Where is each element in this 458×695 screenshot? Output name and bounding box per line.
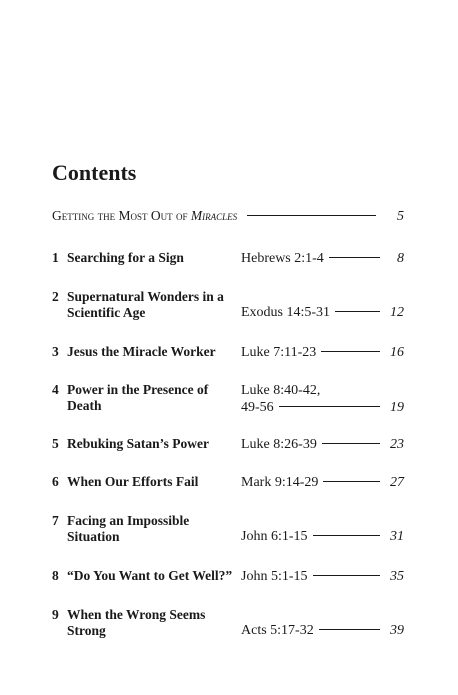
scripture-text: Hebrews 2:1-4 xyxy=(241,251,324,266)
scripture-text-line-1: Luke 8:40-42, xyxy=(241,383,321,398)
chapter-title: Jesus the Miracle Worker xyxy=(67,344,216,359)
dot-leader xyxy=(321,351,380,352)
scripture-reference xyxy=(241,344,404,361)
dot-leader xyxy=(329,257,380,258)
chapter-heading xyxy=(52,474,238,490)
scripture-text: Luke 8:26-39 xyxy=(241,437,317,452)
scripture-text: 49-56 xyxy=(241,400,274,415)
page-number: 8 xyxy=(397,251,404,266)
chapter-heading xyxy=(52,513,238,545)
chapter-title: Supernatural Wonders in a Scientific Age xyxy=(67,289,224,320)
dot-leader xyxy=(247,215,376,216)
page-number: 27 xyxy=(390,475,404,490)
dot-leader xyxy=(319,629,380,630)
chapter-title: Facing an Impossible Situation xyxy=(67,513,190,544)
chapter-number: 9 xyxy=(52,607,59,622)
chapter-heading xyxy=(52,607,238,639)
chapter-number: 2 xyxy=(52,289,59,304)
scripture-reference xyxy=(241,528,404,545)
chapter-number: 4 xyxy=(52,382,59,397)
chapter-heading xyxy=(52,289,238,321)
chapter-number: 5 xyxy=(52,436,59,451)
chapter-title: When Our Efforts Fail xyxy=(67,474,199,489)
chapter-title: Rebuking Satan’s Power xyxy=(67,436,210,451)
page-number: 5 xyxy=(397,209,404,224)
chapter-number: 1 xyxy=(52,250,59,265)
scripture-reference xyxy=(241,382,404,416)
chapter-number: 7 xyxy=(52,513,59,528)
chapter-number: 8 xyxy=(52,568,59,583)
page-number: 23 xyxy=(390,437,404,452)
scripture-reference xyxy=(241,436,404,453)
page-title: Contents xyxy=(52,160,137,185)
scripture-reference xyxy=(241,304,404,321)
page-number: 39 xyxy=(390,623,404,638)
dot-leader xyxy=(279,406,380,407)
scripture-text: John 5:1-15 xyxy=(241,569,308,584)
chapter-heading xyxy=(52,436,238,452)
scripture-reference xyxy=(241,622,404,639)
page-number: 35 xyxy=(390,569,404,584)
scripture-text: Luke 7:11-23 xyxy=(241,345,317,360)
chapter-heading xyxy=(52,382,238,414)
scripture-reference xyxy=(241,474,404,491)
dot-leader xyxy=(313,535,381,536)
chapter-number: 6 xyxy=(52,474,59,489)
chapter-title: When the Wrong Seems Strong xyxy=(67,607,206,638)
chapter-heading xyxy=(52,250,238,266)
page-number: 19 xyxy=(390,400,404,415)
scripture-reference xyxy=(241,250,404,267)
scripture-text: Mark 9:14-29 xyxy=(241,475,319,490)
dot-leader xyxy=(335,311,380,312)
page-number: 16 xyxy=(390,345,404,360)
page-number: 31 xyxy=(390,529,404,544)
chapter-title: Searching for a Sign xyxy=(67,250,184,265)
scripture-text: Exodus 14:5-31 xyxy=(241,305,331,320)
scripture-text: Acts 5:17-32 xyxy=(241,623,314,638)
chapter-heading xyxy=(52,568,238,584)
scripture-text: John 6:1-15 xyxy=(241,529,308,544)
intro-book-title: Miracles xyxy=(190,208,238,223)
toc-entry-intro[interactable] xyxy=(52,207,404,226)
chapter-title: “Do You Want to Get Well?” xyxy=(67,568,233,583)
dot-leader xyxy=(323,481,380,482)
chapter-heading xyxy=(52,344,238,360)
chapter-number: 3 xyxy=(52,344,59,359)
intro-label: Getting the Most Out of Miracles xyxy=(52,208,238,223)
dot-leader xyxy=(313,575,381,576)
scripture-reference xyxy=(241,568,404,585)
chapter-title: Power in the Presence of Death xyxy=(67,382,209,413)
dot-leader xyxy=(322,443,380,444)
page-number: 12 xyxy=(390,305,404,320)
